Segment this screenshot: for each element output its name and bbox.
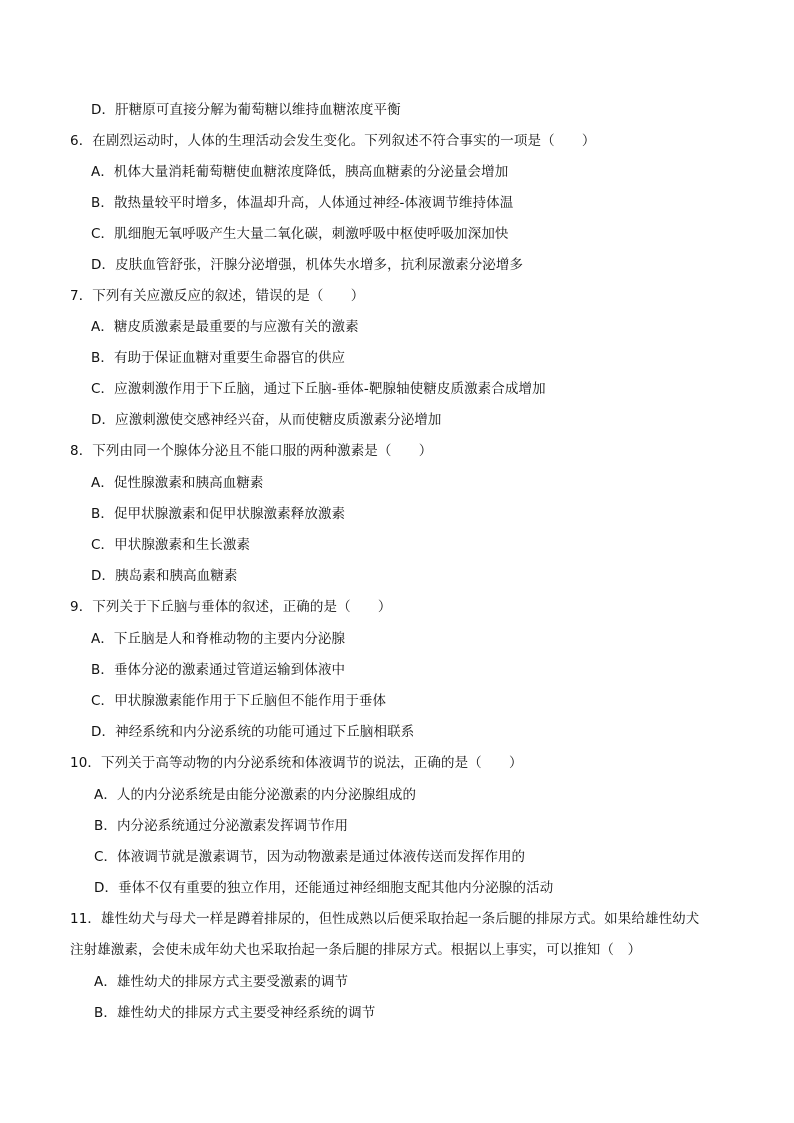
q6-option-c: C．肌细胞无氧呼吸产生大量二氧化碳，刺激呼吸中枢使呼吸加深加快: [91, 226, 509, 242]
q9-option-b: B．垂体分泌的激素通过管道运输到体液中: [91, 662, 346, 678]
q6-stem: 6．在剧烈运动时，人体的生理活动会发生变化。下列叙述不符合事实的一项是（ ）: [70, 133, 596, 149]
q7-option-a: A．糖皮质激素是最重要的与应激有关的激素: [91, 319, 359, 335]
q9-stem: 9．下列关于下丘脑与垂体的叙述，正确的是（ ）: [70, 599, 392, 615]
q7-option-b: B．有助于保证血糖对重要生命器官的供应: [91, 350, 346, 366]
q11-option-a: A．雄性幼犬的排尿方式主要受激素的调节: [94, 974, 349, 990]
q11-option-b: B．雄性幼犬的排尿方式主要受神经系统的调节: [94, 1005, 376, 1021]
q9-option-a: A．下丘脑是人和脊椎动物的主要内分泌腺: [91, 631, 346, 647]
q5-option-d: D．肝糖原可直接分解为葡萄糖以维持血糖浓度平衡: [91, 102, 401, 118]
q7-option-c: C．应激刺激作用于下丘脑，通过下丘脑-垂体-靶腺轴使糖皮质激素合成增加: [91, 381, 546, 397]
q10-stem: 10．下列关于高等动物的内分泌系统和体液调节的说法，正确的是（ ）: [70, 755, 523, 771]
q8-option-c: C．甲状腺激素和生长激素: [91, 537, 251, 553]
q7-option-d: D．应激刺激使交感神经兴奋，从而使糖皮质激素分泌增加: [91, 412, 442, 428]
q9-option-c: C．甲状腺激素能作用于下丘脑但不能作用于垂体: [91, 693, 387, 709]
q8-stem: 8．下列由同一个腺体分泌且不能口服的两种激素是（ ）: [70, 443, 433, 459]
q11-stem-continued: 注射雄激素，会使未成年幼犬也采取抬起一条后腿的排尿方式。根据以上事实，可以推知（ ）: [70, 942, 642, 958]
q7-stem: 7．下列有关应激反应的叙述，错误的是（ ）: [70, 288, 365, 304]
q9-option-d: D．神经系统和内分泌系统的功能可通过下丘脑相联系: [91, 724, 415, 740]
q10-option-d: D．垂体不仅有重要的独立作用，还能通过神经细胞支配其他内分泌腺的活动: [94, 880, 554, 896]
q6-option-b: B．散热量较平时增多，体温却升高，人体通过神经-体液调节维持体温: [91, 195, 514, 211]
q8-option-a: A．促性腺激素和胰高血糖素: [91, 475, 264, 491]
q6-option-d: D．皮肤血管舒张，汗腺分泌增强，机体失水增多，抗利尿激素分泌增多: [91, 257, 524, 273]
q10-option-c: C．体液调节就是激素调节，因为动物激素是通过体液传送而发挥作用的: [94, 849, 526, 865]
q11-stem: 11．雄性幼犬与母犬一样是蹲着排尿的，但性成熟以后便采取抬起一条后腿的排尿方式。如果给雄性幼犬: [70, 911, 700, 927]
q8-option-d: D．胰岛素和胰高血糖素: [91, 568, 238, 584]
q6-option-a: A．机体大量消耗葡萄糖使血糖浓度降低，胰高血糖素的分泌量会增加: [91, 164, 509, 180]
q10-option-b: B．内分泌系统通过分泌激素发挥调节作用: [94, 818, 349, 834]
q8-option-b: B．促甲状腺激素和促甲状腺激素释放激素: [91, 506, 346, 522]
q10-option-a: A．人的内分泌系统是由能分泌激素的内分泌腺组成的: [94, 787, 417, 803]
